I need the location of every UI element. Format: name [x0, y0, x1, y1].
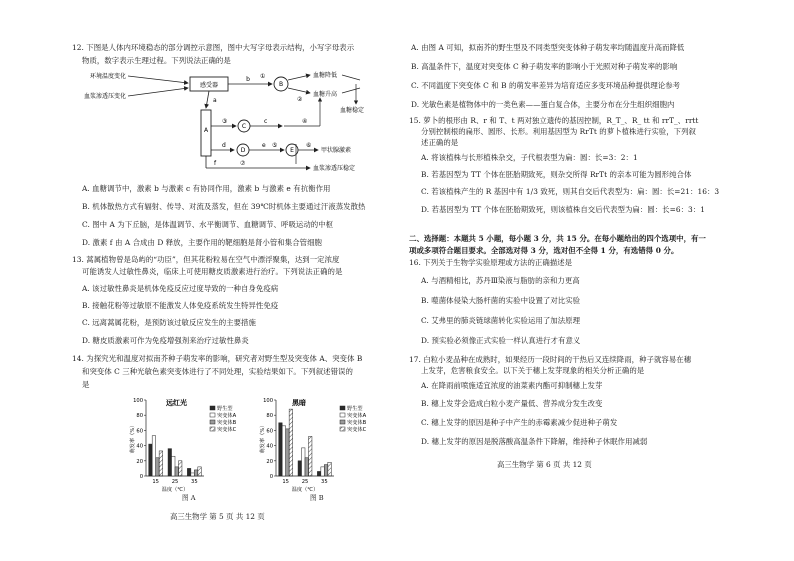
- label-glucose-stable: 血糖稳定: [340, 107, 365, 114]
- q14-stem-line-2: 和突变体 C 三种光敏色素突变体进行了不同处理，实验结果如下。下列叙述错误的: [82, 367, 353, 376]
- label-glucose-down: 血糖降低: [313, 72, 338, 79]
- label-a-small: a: [213, 97, 217, 104]
- bar-突变体B-25: [175, 467, 178, 476]
- q12-option-c: C. 图中 A 为下丘脑，是体温调节、水平衡调节、血糖调节、呼吸运动的中枢: [82, 220, 334, 229]
- bar-突变体C-15: [159, 451, 162, 476]
- label-thyroxine: 甲状腺激素: [321, 147, 352, 154]
- legend-swatch: [210, 427, 215, 431]
- legend-swatch: [340, 427, 345, 431]
- bar-野生型-15: [149, 444, 152, 476]
- q15-stem-line-3: 述正确的是: [421, 138, 459, 147]
- q12-option-b: B. 机体散热方式有辐射、传导、对流及蒸发，但在 39℃时机体主要通过汗液蒸发散热: [82, 202, 366, 211]
- bar-突变体A-35: [191, 473, 194, 476]
- q17-option-a: A. 在降雨前喷施适宜浓度的油菜素内酯可抑制穗上发芽: [421, 381, 603, 390]
- y-tick-label: 80: [136, 413, 143, 420]
- q12-option-d: D. 激素 f 由 A 合成由 D 释放，主要作用的靶细胞是肾小管和集合管细胞: [82, 238, 322, 247]
- num-2: ②: [297, 96, 303, 103]
- q15-option-d: D. 若基因型为 TT 个体在胚胎期致死，则该植株自交后代表型为扁：圆：长=6：3：1: [421, 205, 706, 214]
- page-footer-6: 高三生物学 第 6 页 共 12 页: [497, 460, 592, 469]
- arrow-osm-to-receptor: [128, 88, 188, 96]
- bar-野生型-15: [279, 423, 282, 476]
- y-tick-label: 60: [136, 428, 143, 435]
- num-6: ⑥: [306, 142, 312, 149]
- y-tick-label: 0: [139, 474, 143, 480]
- bar-野生型-25: [168, 449, 171, 476]
- line-down-merge: [342, 75, 360, 80]
- label-e-small: e: [262, 142, 266, 149]
- q14-stem-line-3: 是: [82, 380, 90, 389]
- y-tick-label: 80: [266, 413, 273, 420]
- structure-b-label: B: [278, 81, 284, 88]
- chart-a-title: 远红光: [166, 399, 187, 407]
- bar-突变体C-25: [308, 436, 311, 476]
- num-4: ④: [302, 118, 308, 125]
- q14-stem-line-1: 14. 为探究光和温度对拟南芥种子萌发率的影响，研究者对野生型及突变体 A、突变体 B: [72, 354, 363, 363]
- arrow-b-down: [288, 75, 310, 80]
- q17-option-c: C. 穗上发芽的原因是种子中产生的赤霉素减少促进种子萌发: [421, 418, 618, 427]
- y-tick-label: 40: [136, 443, 143, 450]
- q15-option-b: B. 若基因型为 TT 个体在胚胎期致死，则杂交所得 RrTt 的亲本可能为圆形纯合体: [421, 170, 692, 179]
- q16-option-c: C. 艾弗里的肺炎链球菌转化实验运用了加法原理: [421, 316, 581, 325]
- q16-option-d: D. 预实验必须像正式实验一样认真进行才有意义: [421, 336, 581, 345]
- bar-野生型-35: [317, 471, 320, 476]
- legend-label: 突变体C: [347, 427, 367, 433]
- label-f-small: f: [214, 160, 217, 167]
- q14-option-d: D. 光敏色素是植物体中的一类色素——蛋白复合体，主要分布在分生组织细胞内: [411, 100, 675, 109]
- q16-option-b: B. 噬菌体侵染大肠杆菌的实验中设置了对比实验: [421, 296, 581, 305]
- label-d-small: d: [222, 142, 226, 149]
- legend-swatch: [210, 420, 215, 424]
- q13-stem-line-1: 13. 蒿属植物曾是岛屿的“功臣”，但其花粉粒易在空气中漂浮聚集，达到一定浓度: [72, 255, 340, 264]
- structure-c-label: C: [241, 123, 247, 130]
- y-tick-label: 60: [266, 428, 273, 435]
- legend-swatch: [210, 413, 215, 417]
- x-tick-label: 15: [282, 479, 289, 485]
- arrow-temp-to-receptor: [128, 76, 188, 83]
- q12-stem-line-2: 物质，数字表示生理过程。下列说法正确的是: [82, 56, 231, 65]
- q13-option-b: B. 接触花粉等过敏原不能激发人体免疫系统发生特异性免疫: [82, 301, 279, 310]
- x-tick-label: 25: [171, 479, 179, 485]
- label-b-small: b: [246, 76, 250, 83]
- bar-突变体B-15: [286, 429, 289, 476]
- x-tick-label: 25: [301, 479, 309, 485]
- label-c-small: c: [264, 118, 268, 125]
- q14-option-c: C. 不同温度下突变体 C 和 B 的萌发率差异为培育适应多变环境品种提供理论参考: [411, 81, 681, 90]
- chart-b-plot: [258, 398, 367, 493]
- bar-突变体A-25: [302, 448, 305, 476]
- q13-option-c: C. 远离蒿属花粉，是预防该过敏反应发生的主要措施: [82, 318, 256, 327]
- x-tick-label: 35: [191, 479, 198, 485]
- y-axis-label: 萌发率（%）: [260, 422, 266, 454]
- legend-label: 突变体B: [217, 420, 237, 426]
- page-footer-5: 高三生物学 第 5 页 共 12 页: [170, 512, 265, 521]
- x-axis-label: 温度（℃）: [161, 487, 189, 493]
- structure-d-label: D: [240, 147, 246, 154]
- legend-label: 野生型: [347, 406, 363, 412]
- legend-label: 突变体B: [347, 420, 367, 426]
- structure-e-label: E: [290, 147, 294, 154]
- chart-darkness: [258, 392, 386, 494]
- q13-option-a: A. 该过敏性鼻炎是机体免疫反应过度导致的一种自身免疫病: [82, 284, 279, 293]
- q17-stem-line-1: 17. 白粒小麦品种在成熟时，如果经历一段时间的干热后又连续降雨，种子就容易在穗: [409, 355, 692, 364]
- arrow-b-up: [288, 88, 310, 93]
- q15-option-c: C. 若该植株产生的 R 基因中有 1/3 致死，则其自交后代表型为：扁：圆：长=21：16：3: [421, 187, 720, 196]
- bar-突变体C-15: [289, 409, 292, 476]
- q13-stem-line-2: 可能诱发人过敏性鼻炎，临床上可使用糖皮质激素进行治疗。下列说法正确的是: [82, 267, 343, 276]
- y-tick-label: 100: [263, 398, 273, 404]
- bar-突变体A-35: [321, 467, 324, 476]
- bar-突变体A-25: [172, 456, 175, 476]
- chart-a-plot: [128, 398, 237, 493]
- bar-突变体C-35: [328, 462, 331, 476]
- num-5: ⑤: [272, 142, 278, 149]
- legend-label: 野生型: [217, 406, 233, 412]
- label-plasma-osm: 血浆渗透压变化: [83, 93, 126, 100]
- q12-homeostasis-diagram: [0, 68, 397, 178]
- y-axis-label: 萌发率（%）: [130, 422, 136, 454]
- q15-stem-line-2: 分别控制根的扁形、圆形、长形。利用基因型为 RrTt 的萝卜植株进行实验，下列叙: [421, 127, 696, 136]
- legend-label: 突变体C: [217, 427, 237, 433]
- y-tick-label: 20: [266, 458, 273, 465]
- bar-突变体B-15: [156, 458, 159, 476]
- y-tick-label: 0: [269, 474, 273, 480]
- q15-stem-line-1: 15. 萝卜的根形由 R、r 和 T、t 两对独立遗传的基因控制，R_T_、R_ tt 和 rrT_、rrtt: [409, 116, 699, 125]
- q17-option-b: B. 穗上发芽会造成白粒小麦产量低、营养成分发生改变: [421, 399, 603, 408]
- bar-突变体B-35: [194, 470, 197, 476]
- y-tick-label: 100: [133, 398, 143, 404]
- x-tick-label: 15: [152, 479, 159, 485]
- legend-swatch: [340, 420, 345, 424]
- legend-swatch: [340, 406, 345, 410]
- q15-option-a: A. 将该植株与长形植株杂交，子代根表型为扁：圆：长=3：2：1: [421, 153, 638, 162]
- bar-野生型-35: [187, 468, 190, 476]
- line-up-merge: [342, 88, 360, 93]
- legend-swatch: [210, 406, 215, 410]
- bar-野生型-25: [298, 461, 301, 476]
- q14-option-a: A. 由图 A 可知，拟南芥的野生型及不同类型突变体种子萌发率均随温度升高而降低: [411, 43, 685, 52]
- q13-option-d: D. 糖皮质激素可作为免疫增强剂来治疗过敏性鼻炎: [82, 336, 249, 345]
- bar-突变体C-35: [198, 467, 201, 476]
- q17-stem-line-2: 上发芽，危害粮食安全。以下关于穗上发芽现象的相关分析正确的是: [421, 366, 645, 375]
- q12-option-a: A. 血糖调节中，激素 b 与激素 c 有协同作用，激素 b 与激素 e 有抗衡作用: [82, 184, 331, 193]
- exam-page-6: [397, 0, 794, 561]
- y-tick-label: 20: [136, 458, 143, 465]
- section-2-heading-line-2: 项或多项符合题目要求。全部选对得 3 分，选对但不全得 1 分，有选错得 0 分。: [409, 246, 679, 255]
- chart-far-red-light: [128, 392, 256, 494]
- receptor-label: 感受器: [199, 82, 219, 89]
- x-axis-label: 温度（℃）: [291, 487, 319, 493]
- section-2-heading-line-1: 二、选择题：本题共 5 小题，每小题 3 分，共 15 分。在每小题给出的四个选项中，有一: [409, 234, 706, 243]
- q16-stem: 16. 下列关于生物学实验原理或方法的正确描述是: [409, 258, 573, 267]
- q16-option-a: A. 与酒精相比，苏丹Ⅲ染液与脂肪的亲和力更高: [421, 276, 580, 285]
- num-7: ⑦: [240, 160, 246, 167]
- bar-突变体A-15: [152, 436, 155, 476]
- chart-b-title: 黑暗: [292, 399, 306, 407]
- bar-突变体B-25: [305, 458, 308, 476]
- num-1: ①: [260, 73, 266, 80]
- bar-突变体B-35: [324, 465, 327, 476]
- label-env-temp: 环境温度变化: [89, 73, 126, 80]
- legend-label: 突变体A: [217, 413, 237, 419]
- chart-a-caption: 图 A: [182, 494, 196, 502]
- structure-a-label: A: [203, 127, 209, 134]
- legend-label: 突变体A: [347, 413, 367, 419]
- bar-突变体A-15: [282, 426, 285, 476]
- q14-option-b: B. 高温条件下，温度对突变体 C 种子萌发率的影响小于光照对种子萌发率的影响: [411, 62, 678, 71]
- label-plasma-osm-stable: 血浆渗透压稳定: [313, 165, 356, 172]
- num-3: ③: [222, 118, 228, 125]
- q12-stem-line-1: 12. 下图是人体内环境稳态的部分调控示意图，图中大写字母表示结构，小写字母表示: [72, 43, 355, 52]
- y-tick-label: 40: [266, 443, 273, 450]
- legend-swatch: [340, 413, 345, 417]
- arrow-receptor-to-a: [206, 91, 209, 108]
- label-glucose-up: 血糖升高: [313, 91, 338, 98]
- x-tick-label: 35: [321, 479, 328, 485]
- bar-突变体C-25: [178, 461, 181, 476]
- q17-option-d: D. 穗上发芽的原因是脱落酸高温条件下降解，维持种子休眠作用减弱: [421, 437, 648, 446]
- chart-b-caption: 图 B: [310, 494, 324, 502]
